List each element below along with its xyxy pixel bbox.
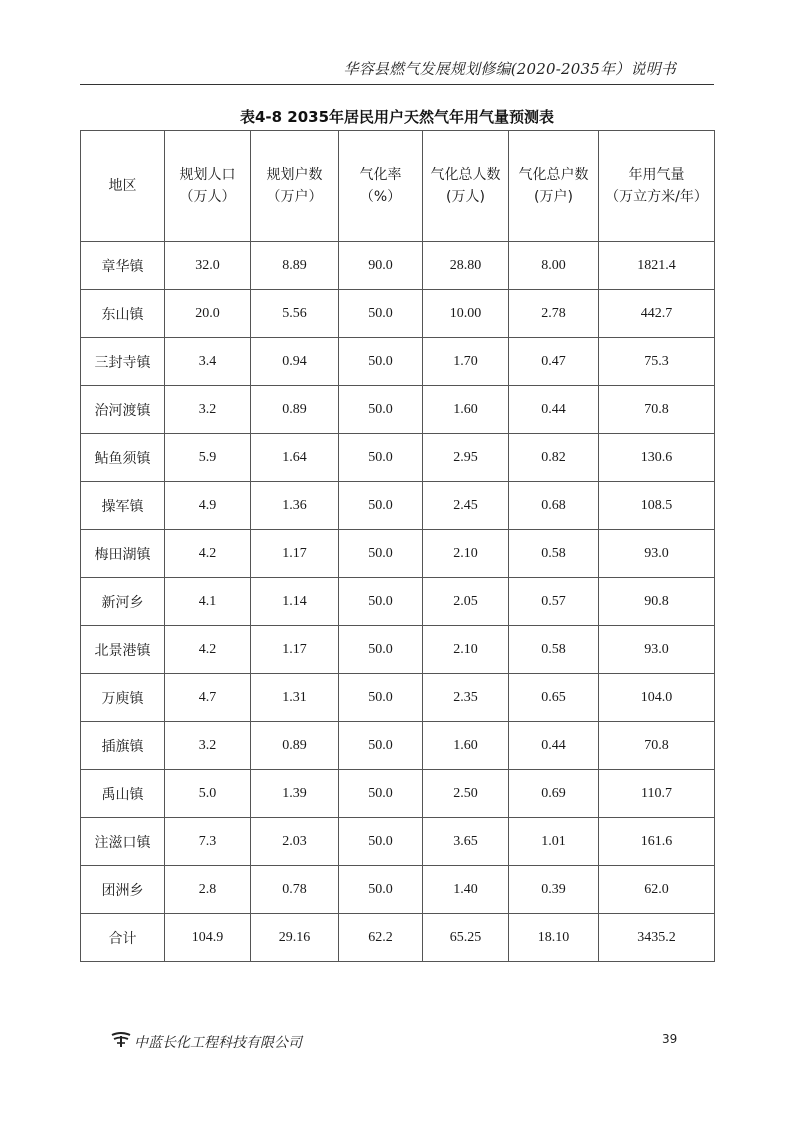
- value-cell: 8.00: [509, 242, 599, 290]
- region-name-cell: 章华镇: [81, 242, 165, 290]
- value-cell: 0.47: [509, 338, 599, 386]
- value-cell: 1.14: [251, 578, 339, 626]
- table-row: [81, 386, 715, 434]
- page-number: 39: [662, 1032, 678, 1046]
- value-cell: 50.0: [339, 626, 423, 674]
- region-name-cell: 北景港镇: [81, 626, 165, 674]
- column-header: 气化总人数 (万人): [423, 131, 509, 242]
- value-cell: 3435.2: [599, 914, 715, 962]
- gas-forecast-table: [80, 130, 715, 962]
- value-cell: 50.0: [339, 386, 423, 434]
- table-header-row: [81, 131, 715, 242]
- value-cell: 3.65: [423, 818, 509, 866]
- value-cell: 1.70: [423, 338, 509, 386]
- value-cell: 65.25: [423, 914, 509, 962]
- value-cell: 0.58: [509, 626, 599, 674]
- value-cell: 50.0: [339, 866, 423, 914]
- value-cell: 50.0: [339, 674, 423, 722]
- value-cell: 8.89: [251, 242, 339, 290]
- value-cell: 0.68: [509, 482, 599, 530]
- value-cell: 1.01: [509, 818, 599, 866]
- region-name-cell: 万庾镇: [81, 674, 165, 722]
- value-cell: 70.8: [599, 386, 715, 434]
- value-cell: 1.60: [423, 386, 509, 434]
- value-cell: 93.0: [599, 626, 715, 674]
- table-row: [81, 530, 715, 578]
- value-cell: 29.16: [251, 914, 339, 962]
- value-cell: 130.6: [599, 434, 715, 482]
- region-name-cell: 团洲乡: [81, 866, 165, 914]
- value-cell: 1.39: [251, 770, 339, 818]
- value-cell: 1.17: [251, 530, 339, 578]
- value-cell: 108.5: [599, 482, 715, 530]
- value-cell: 90.8: [599, 578, 715, 626]
- value-cell: 0.44: [509, 386, 599, 434]
- value-cell: 32.0: [165, 242, 251, 290]
- document-header-title: 华容县燃气发展规划修编(2020-2035年）说明书: [343, 60, 676, 78]
- value-cell: 104.9: [165, 914, 251, 962]
- value-cell: 50.0: [339, 338, 423, 386]
- region-name-cell: 鲇鱼须镇: [81, 434, 165, 482]
- value-cell: 5.0: [165, 770, 251, 818]
- value-cell: 3.2: [165, 386, 251, 434]
- value-cell: 2.03: [251, 818, 339, 866]
- value-cell: 50.0: [339, 530, 423, 578]
- table-row: [81, 338, 715, 386]
- company-logo-icon: [110, 1030, 132, 1048]
- region-name-cell: 三封寺镇: [81, 338, 165, 386]
- value-cell: 4.1: [165, 578, 251, 626]
- value-cell: 18.10: [509, 914, 599, 962]
- column-header: 地区: [81, 131, 165, 242]
- value-cell: 104.0: [599, 674, 715, 722]
- value-cell: 0.89: [251, 386, 339, 434]
- value-cell: 0.89: [251, 722, 339, 770]
- value-cell: 0.57: [509, 578, 599, 626]
- column-header: 年用气量 （万立方米/年）: [599, 131, 715, 242]
- table-row: [81, 722, 715, 770]
- value-cell: 28.80: [423, 242, 509, 290]
- value-cell: 2.8: [165, 866, 251, 914]
- footer-company-name: 中蓝长化工程科技有限公司: [134, 1035, 302, 1051]
- region-name-cell: 梅田湖镇: [81, 530, 165, 578]
- value-cell: 70.8: [599, 722, 715, 770]
- value-cell: 0.65: [509, 674, 599, 722]
- value-cell: 0.94: [251, 338, 339, 386]
- value-cell: 2.05: [423, 578, 509, 626]
- region-name-cell: 插旗镇: [81, 722, 165, 770]
- column-header: 规划人口 （万人）: [165, 131, 251, 242]
- value-cell: 2.95: [423, 434, 509, 482]
- table-row: [81, 434, 715, 482]
- value-cell: 442.7: [599, 290, 715, 338]
- value-cell: 10.00: [423, 290, 509, 338]
- value-cell: 50.0: [339, 578, 423, 626]
- region-name-cell: 合计: [81, 914, 165, 962]
- header-divider: [80, 84, 714, 85]
- value-cell: 3.4: [165, 338, 251, 386]
- table-caption: 表4-8 2035年居民用户天然气年用气量预测表: [239, 108, 555, 126]
- table-row: [81, 290, 715, 338]
- table-row: [81, 866, 715, 914]
- value-cell: 75.3: [599, 338, 715, 386]
- value-cell: 3.2: [165, 722, 251, 770]
- value-cell: 50.0: [339, 290, 423, 338]
- value-cell: 93.0: [599, 530, 715, 578]
- value-cell: 62.2: [339, 914, 423, 962]
- column-header: 气化总户数 (万户): [509, 131, 599, 242]
- value-cell: 0.69: [509, 770, 599, 818]
- value-cell: 2.50: [423, 770, 509, 818]
- value-cell: 2.35: [423, 674, 509, 722]
- value-cell: 4.7: [165, 674, 251, 722]
- value-cell: 0.58: [509, 530, 599, 578]
- value-cell: 7.3: [165, 818, 251, 866]
- value-cell: 1.40: [423, 866, 509, 914]
- value-cell: 2.78: [509, 290, 599, 338]
- value-cell: 0.82: [509, 434, 599, 482]
- region-name-cell: 新河乡: [81, 578, 165, 626]
- value-cell: 0.44: [509, 722, 599, 770]
- table-row: [81, 242, 715, 290]
- column-header: 气化率 （%）: [339, 131, 423, 242]
- value-cell: 0.78: [251, 866, 339, 914]
- value-cell: 1.60: [423, 722, 509, 770]
- value-cell: 4.2: [165, 626, 251, 674]
- value-cell: 50.0: [339, 770, 423, 818]
- table-row: [81, 626, 715, 674]
- table-row: [81, 818, 715, 866]
- value-cell: 50.0: [339, 818, 423, 866]
- value-cell: 50.0: [339, 434, 423, 482]
- value-cell: 0.39: [509, 866, 599, 914]
- table-row: [81, 770, 715, 818]
- region-name-cell: 注滋口镇: [81, 818, 165, 866]
- column-header: 规划户数 （万户）: [251, 131, 339, 242]
- table-row: [81, 578, 715, 626]
- value-cell: 4.9: [165, 482, 251, 530]
- value-cell: 161.6: [599, 818, 715, 866]
- value-cell: 1.64: [251, 434, 339, 482]
- value-cell: 5.56: [251, 290, 339, 338]
- value-cell: 4.2: [165, 530, 251, 578]
- value-cell: 2.45: [423, 482, 509, 530]
- value-cell: 20.0: [165, 290, 251, 338]
- value-cell: 1.31: [251, 674, 339, 722]
- value-cell: 90.0: [339, 242, 423, 290]
- region-name-cell: 东山镇: [81, 290, 165, 338]
- table-row: [81, 482, 715, 530]
- table-row: [81, 674, 715, 722]
- value-cell: 62.0: [599, 866, 715, 914]
- value-cell: 2.10: [423, 626, 509, 674]
- region-name-cell: 治河渡镇: [81, 386, 165, 434]
- region-name-cell: 禹山镇: [81, 770, 165, 818]
- value-cell: 50.0: [339, 722, 423, 770]
- region-name-cell: 操军镇: [81, 482, 165, 530]
- table-total-row: [81, 914, 715, 962]
- value-cell: 1.36: [251, 482, 339, 530]
- value-cell: 1.17: [251, 626, 339, 674]
- value-cell: 1821.4: [599, 242, 715, 290]
- value-cell: 50.0: [339, 482, 423, 530]
- value-cell: 110.7: [599, 770, 715, 818]
- value-cell: 2.10: [423, 530, 509, 578]
- value-cell: 5.9: [165, 434, 251, 482]
